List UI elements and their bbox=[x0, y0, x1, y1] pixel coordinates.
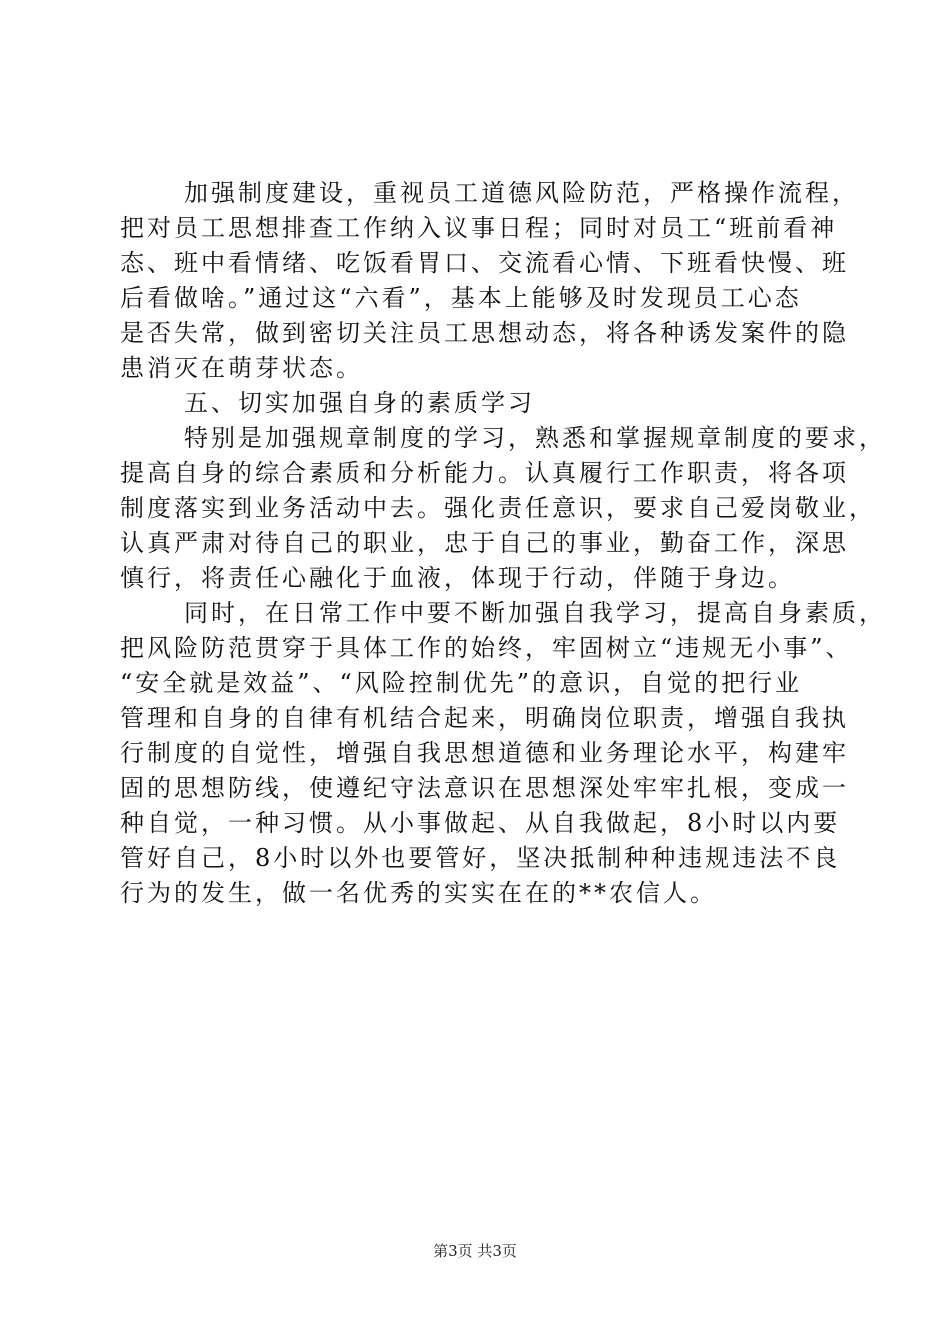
text-line: 把对员工思想排查工作纳入议事日程；同时对员工“班前看神 bbox=[120, 214, 838, 242]
text-line: 管好自己，8小时以外也要管好，坚决抵制种种违规违法不良 bbox=[120, 844, 841, 872]
text-line: 认真严肃对待自己的职业，忠于自己的事业，勤奋工作，深思 bbox=[120, 529, 849, 557]
text-line: 行为的发生，做一名优秀的实实在在的**农信人。 bbox=[120, 879, 717, 907]
text-line: 态、班中看情绪、吃饭看胃口、交流看心情、下班看快慢、班 bbox=[120, 249, 849, 277]
page-number-footer: 第3页 共3页 bbox=[433, 1242, 517, 1260]
section-heading: 五、切实加强自身的素质学习 bbox=[184, 389, 535, 417]
text-line: 管理和自身的自律有机结合起来，明确岗位职责，增强自我执 bbox=[120, 704, 849, 732]
text-line: 提高自身的综合素质和分析能力。认真履行工作职责，将各项 bbox=[120, 459, 849, 487]
text-line: 把风险防范贯穿于具体工作的始终，牢固树立“违规无小事”、 bbox=[120, 634, 853, 662]
text-line: 特别是加强规章制度的学习，熟悉和掌握规章制度的要求， bbox=[184, 424, 886, 452]
text-line: 加强制度建设，重视员工道德风险防范，严格操作流程， bbox=[184, 179, 859, 207]
text-line: 种自觉，一种习惯。从小事做起、从自我做起，8小时以内要 bbox=[120, 809, 841, 837]
text-line: 行制度的自觉性，增强自我思想道德和业务理论水平，构建牢 bbox=[120, 739, 849, 767]
text-line: 后看做啥。”通过这“六看”，基本上能够及时发现员工心态 bbox=[120, 284, 802, 312]
text-line: 慎行，将责任心融化于血液，体现于行动，伴随于身边。 bbox=[120, 564, 795, 592]
text-line: “安全就是效益”、“风险控制优先”的意识，自觉的把行业 bbox=[120, 669, 803, 697]
text-line: 制度落实到业务活动中去。强化责任意识，要求自己爱岗敬业， bbox=[120, 494, 876, 522]
text-line: 固的思想防线，使遵纪守法意识在思想深处牢牢扎根，变成一 bbox=[120, 774, 849, 802]
text-line: 同时，在日常工作中要不断加强自我学习，提高自身素质， bbox=[184, 599, 886, 627]
text-line: 患消灭在萌芽状态。 bbox=[120, 354, 363, 382]
text-line: 是否失常，做到密切关注员工思想动态，将各种诱发案件的隐 bbox=[120, 319, 849, 347]
document-body bbox=[120, 176, 886, 911]
